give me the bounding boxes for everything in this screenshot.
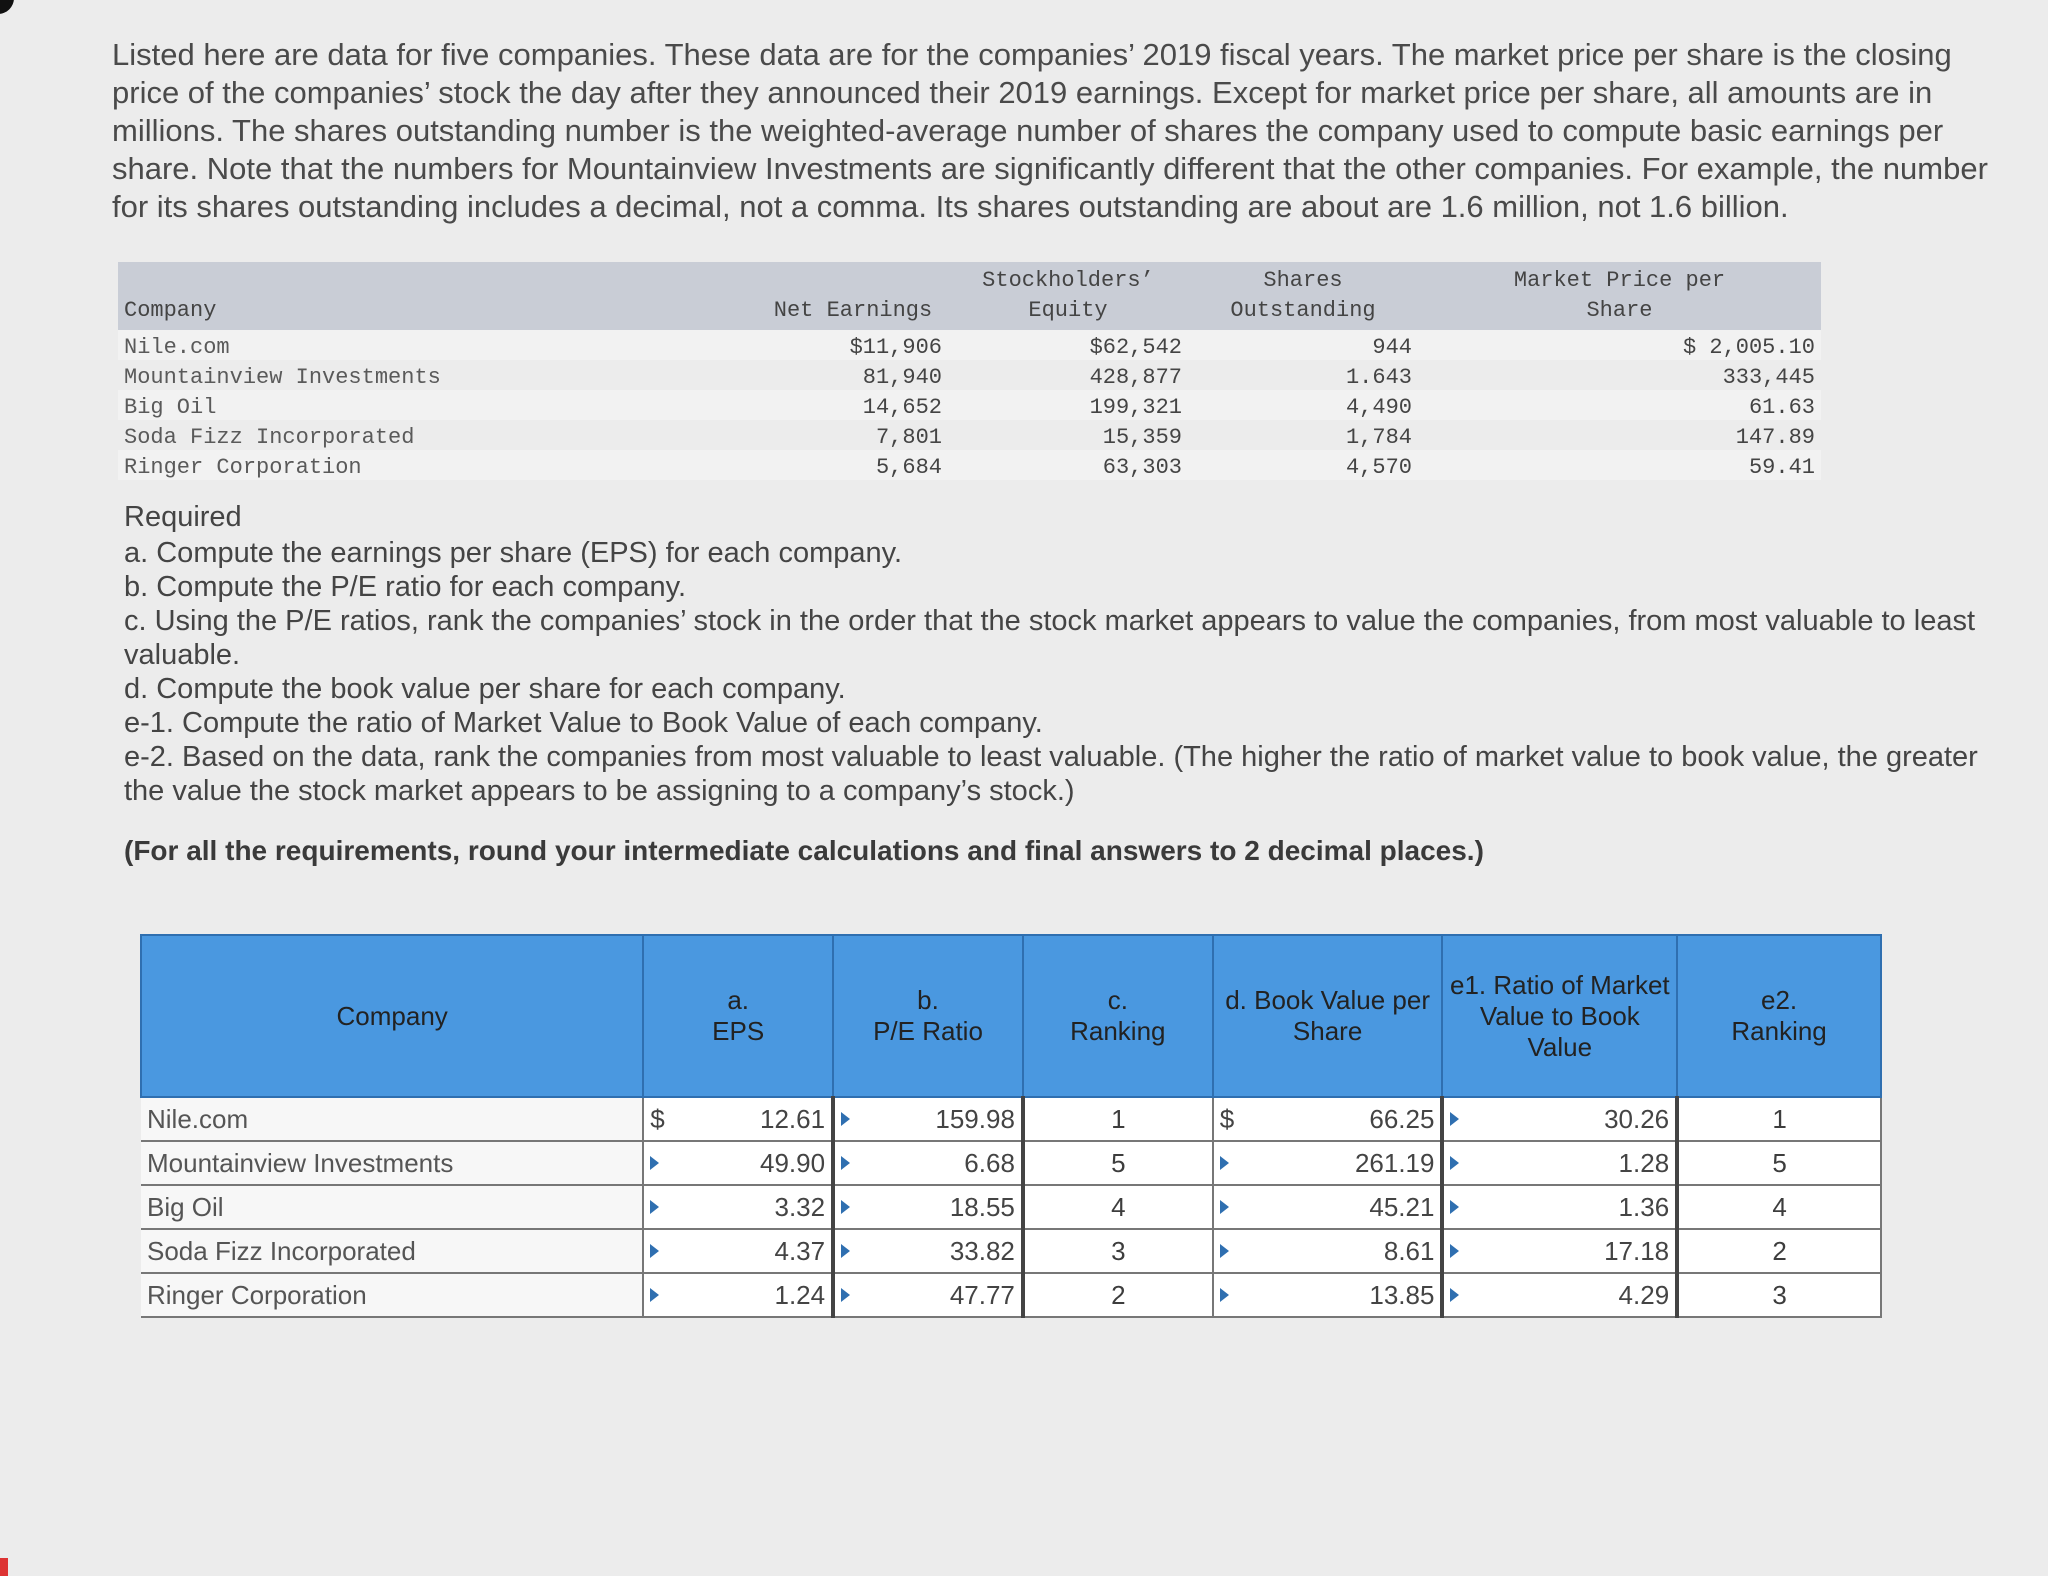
ratio-input[interactable] <box>1442 1273 1677 1317</box>
book-value-value: 8.61 <box>1383 1235 1435 1266</box>
answer-header-pe: b. P/E Ratio <box>833 935 1023 1097</box>
requirement-a: a. Compute the earnings per share (EPS) for each company. <box>124 537 903 569</box>
rank-input[interactable]: 3 <box>1023 1229 1213 1273</box>
given-company: Mountainview Investments <box>124 365 441 390</box>
pe-input[interactable] <box>833 1229 1023 1273</box>
given-company: Big Oil <box>118 390 758 420</box>
eps-value: 49.90 <box>760 1147 826 1178</box>
input-marker-icon <box>1450 1112 1459 1126</box>
given-header-row <box>118 262 1821 330</box>
input-marker-icon <box>1220 1200 1229 1214</box>
given-shares: 4,570 <box>1188 450 1418 480</box>
answer-header-eps: a. EPS <box>643 935 833 1097</box>
given-price: 147.89 <box>1735 425 1815 450</box>
given-header-price: Market Price per Share <box>1513 268 1726 323</box>
table-row <box>141 1185 1881 1229</box>
ratio-input[interactable] <box>1442 1229 1677 1273</box>
given-company: Soda Fizz Incorporated <box>124 425 415 450</box>
ratio-value: 17.18 <box>1604 1235 1670 1266</box>
given-header-equity: Stockholders’ Equity <box>982 268 1154 323</box>
eps-value: 4.37 <box>774 1235 826 1266</box>
eps-input[interactable] <box>643 1273 833 1317</box>
table-row <box>118 330 1821 360</box>
answer-header-ratio: e1. Ratio of Market Value to Book Value <box>1442 935 1677 1097</box>
table-row <box>118 450 1821 480</box>
rounding-note: (For all the requirements, round your intermediate calculations and final answers to 2 decimal places.) <box>124 835 1484 866</box>
book-value-input[interactable] <box>1213 1185 1443 1229</box>
answer-header-rank2: e2. Ranking <box>1677 935 1881 1097</box>
answer-company: Soda Fizz Incorporated <box>141 1229 643 1273</box>
given-price: $ 2,005.10 <box>1418 330 1821 360</box>
eps-value: 12.61 <box>760 1103 826 1134</box>
input-marker-icon <box>1450 1156 1459 1170</box>
pe-input[interactable] <box>833 1273 1023 1317</box>
rank2-input[interactable]: 3 <box>1677 1273 1881 1317</box>
given-shares: 1,784 <box>1345 425 1412 450</box>
given-net-earnings: $11,906 <box>758 330 948 360</box>
input-marker-icon <box>650 1200 659 1214</box>
input-marker-icon <box>841 1288 850 1302</box>
given-equity: $62,542 <box>948 330 1188 360</box>
corner-mark <box>0 0 14 14</box>
rank-input[interactable]: 5 <box>1023 1141 1213 1185</box>
pe-value: 159.98 <box>935 1103 1015 1134</box>
rank-input[interactable]: 4 <box>1023 1185 1213 1229</box>
input-marker-icon <box>650 1244 659 1258</box>
eps-value: 3.32 <box>774 1191 826 1222</box>
input-marker-icon <box>650 1156 659 1170</box>
requirement-c: c. Using the P/E ratios, rank the companies’ stock in the order that the stock market appears to value the companies, from most valuable to least valuable. <box>124 605 1976 671</box>
answer-header-company: Company <box>141 935 643 1097</box>
given-header-net-earnings: Net Earnings <box>773 298 933 323</box>
answer-header-rank: c. Ranking <box>1023 935 1213 1097</box>
given-header-company: Company <box>124 298 217 323</box>
given-net-earnings: 14,652 <box>758 390 948 420</box>
book-value-value: 45.21 <box>1369 1191 1435 1222</box>
table-row <box>141 1141 1881 1185</box>
eps-input[interactable] <box>643 1141 833 1185</box>
requirement-b: b. Compute the P/E ratio for each company. <box>124 571 687 603</box>
input-marker-icon <box>841 1112 850 1126</box>
requirement-d: d. Compute the book value per share for each company. <box>124 673 846 705</box>
table-row <box>141 1097 1881 1141</box>
answer-company: Big Oil <box>141 1185 643 1229</box>
given-price: 59.41 <box>1418 450 1821 480</box>
input-marker-icon <box>841 1200 850 1214</box>
answer-company: Mountainview Investments <box>141 1141 643 1185</box>
input-marker-icon <box>1450 1244 1459 1258</box>
book-value-input[interactable] <box>1213 1141 1443 1185</box>
pe-input[interactable] <box>833 1097 1023 1141</box>
given-equity: 199,321 <box>948 390 1188 420</box>
eps-input[interactable] <box>643 1185 833 1229</box>
requirements-section <box>124 500 2004 896</box>
requirements-title: Required <box>124 501 242 533</box>
rank2-input[interactable]: 2 <box>1677 1229 1881 1273</box>
given-company: Ringer Corporation <box>118 450 758 480</box>
given-equity: 428,877 <box>1089 365 1182 390</box>
given-equity: 63,303 <box>948 450 1188 480</box>
given-shares: 1.643 <box>1345 365 1412 390</box>
given-price: 61.63 <box>1418 390 1821 420</box>
ratio-value: 4.29 <box>1618 1279 1670 1310</box>
book-value-value: 13.85 <box>1369 1279 1435 1310</box>
ratio-input[interactable] <box>1442 1141 1677 1185</box>
book-value-input[interactable] <box>1213 1273 1443 1317</box>
rank2-input[interactable]: 4 <box>1677 1185 1881 1229</box>
rank-input[interactable]: 2 <box>1023 1273 1213 1317</box>
rank-input[interactable]: 1 <box>1023 1097 1213 1141</box>
book-value-value: 66.25 <box>1369 1103 1435 1134</box>
eps-input[interactable] <box>643 1229 833 1273</box>
given-net-earnings: 7,801 <box>875 425 942 450</box>
input-marker-icon <box>841 1156 850 1170</box>
pe-value: 18.55 <box>949 1191 1015 1222</box>
pe-value: 33.82 <box>949 1235 1015 1266</box>
intro-paragraph: Listed here are data for five companies. These data are for the companies’ 2019 fiscal years. The market price per share is the closing price of the companies’ stock the day after they announced their 2019 earnings. Except for market price per share, all amounts are in millions. The shares outstanding number is the weighted-average number of shares the company used to compute basic earnings per share. Note that the numbers for Mountainview Investments are significantly different that the other companies. For example, the number for its shares outstanding includes a decimal, not a comma. Its shares outstanding are about are 1.6 million, not 1.6 billion. <box>112 37 1988 224</box>
answer-company: Nile.com <box>141 1097 643 1141</box>
input-marker-icon <box>1220 1288 1229 1302</box>
input-marker-icon <box>1220 1244 1229 1258</box>
given-header-shares: Shares Outstanding <box>1230 268 1376 323</box>
given-net-earnings: 81,940 <box>862 365 942 390</box>
pe-input[interactable] <box>833 1185 1023 1229</box>
rank2-input[interactable]: 1 <box>1677 1097 1881 1141</box>
ratio-input[interactable] <box>1442 1185 1677 1229</box>
book-value-input[interactable] <box>1213 1097 1443 1141</box>
input-marker-icon <box>650 1288 659 1302</box>
eps-value: 1.24 <box>774 1279 826 1310</box>
book-value-value: 261.19 <box>1354 1147 1435 1178</box>
currency-symbol: $ <box>650 1103 665 1134</box>
eps-input[interactable] <box>643 1097 833 1141</box>
input-marker-icon <box>841 1244 850 1258</box>
answer-company: Ringer Corporation <box>141 1273 643 1317</box>
table-row <box>141 1273 1881 1317</box>
ratio-value: 1.36 <box>1618 1191 1670 1222</box>
ratio-value: 1.28 <box>1618 1147 1670 1178</box>
given-data-table <box>118 262 1821 480</box>
table-row <box>118 390 1821 420</box>
given-company: Nile.com <box>118 330 758 360</box>
input-marker-icon <box>1220 1156 1229 1170</box>
given-price: 333,445 <box>1722 365 1815 390</box>
input-marker-icon <box>1450 1200 1459 1214</box>
given-equity: 15,359 <box>1102 425 1182 450</box>
answer-table <box>140 934 1882 1318</box>
requirement-e1: e-1. Compute the ratio of Market Value to Book Value of each company. <box>124 707 1043 739</box>
requirement-e2: e-2. Based on the data, rank the companies from most valuable to least valuable. (The higher the ratio of market value to book value, the greater the value the stock market appears to be assigning to a company’s stock.) <box>124 741 1978 807</box>
pe-input[interactable] <box>833 1141 1023 1185</box>
table-row <box>118 420 1821 450</box>
rank2-input[interactable]: 5 <box>1677 1141 1881 1185</box>
book-value-input[interactable] <box>1213 1229 1443 1273</box>
pe-value: 6.68 <box>964 1147 1015 1178</box>
pe-value: 47.77 <box>949 1279 1015 1310</box>
ratio-input[interactable] <box>1442 1097 1677 1141</box>
given-shares: 4,490 <box>1188 390 1418 420</box>
currency-symbol: $ <box>1219 1103 1235 1134</box>
table-row <box>118 360 1821 390</box>
table-row <box>141 1229 1881 1273</box>
given-shares: 944 <box>1188 330 1418 360</box>
given-net-earnings: 5,684 <box>758 450 948 480</box>
answer-header-book-value: d. Book Value per Share <box>1213 935 1443 1097</box>
ratio-value: 30.26 <box>1604 1103 1670 1134</box>
corner-accent <box>0 1558 8 1576</box>
input-marker-icon <box>1450 1288 1459 1302</box>
answer-header-row <box>141 935 1881 1097</box>
